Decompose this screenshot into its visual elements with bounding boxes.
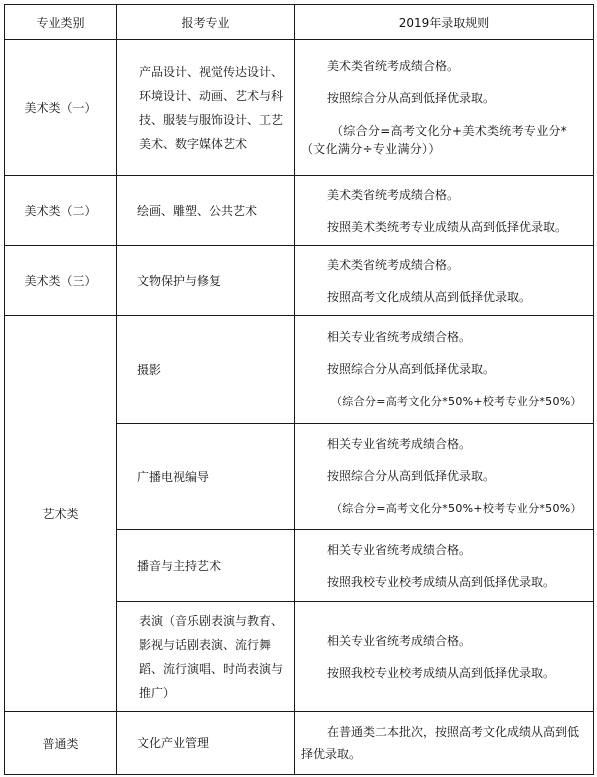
- rule-cell: [295, 316, 594, 424]
- table-row: [5, 40, 594, 176]
- major-cell: 摄影: [117, 316, 295, 424]
- category-cell: 艺术类: [5, 316, 117, 712]
- rule-line: 相关专业省统考成绩合格。: [327, 329, 472, 344]
- rule-cell: [295, 40, 594, 176]
- rule-line: 相关专业省统考成绩合格。: [327, 633, 472, 648]
- rule-line: 按照高考文化成绩从高到低择优录取。: [327, 289, 532, 304]
- rule-line: 按照综合分从高到低择优录取。: [327, 468, 496, 483]
- major-cell: 文物保护与修复: [117, 246, 295, 316]
- rule-cell: [295, 246, 594, 316]
- rule-formula: （综合分=高考文化分+美术类统考专业分*（文化满分÷专业满分））: [301, 123, 568, 156]
- rule-line: 按照综合分从高到低择优录取。: [327, 90, 496, 105]
- rule-line: 美术类省统考成绩合格。: [327, 187, 460, 202]
- major-cell: 文化产业管理: [117, 712, 295, 775]
- table-row: [5, 712, 594, 775]
- header-major: 报考专业: [117, 5, 295, 40]
- category-cell: 普通类: [5, 712, 117, 775]
- rule-line: 美术类省统考成绩合格。: [327, 58, 460, 73]
- rule-cell: [295, 712, 594, 775]
- category-cell: 美术类（三）: [5, 246, 117, 316]
- rule-line: 按照我校专业校考成绩从高到低择优录取。: [327, 574, 556, 589]
- rule-cell: [295, 530, 594, 602]
- table-row: [5, 316, 594, 424]
- major-cell: 产品设计、视觉传达设计、环境设计、动画、艺术与科技、服装与服饰设计、工艺美术、数字媒体艺术: [117, 40, 295, 176]
- major-cell: 广播电视编导: [117, 424, 295, 530]
- rule-line: 美术类省统考成绩合格。: [327, 257, 460, 272]
- rule-cell: [295, 176, 594, 246]
- rule-line: 相关专业省统考成绩合格。: [327, 542, 472, 557]
- rule-line: 按照我校专业校考成绩从高到低择优录取。: [327, 665, 556, 680]
- table-row: [5, 176, 594, 246]
- header-row: [5, 5, 594, 40]
- header-category: 专业类别: [5, 5, 117, 40]
- major-cell: 绘画、雕塑、公共艺术: [117, 176, 295, 246]
- rule-line: 按照综合分从高到低择优录取。: [327, 361, 496, 376]
- table-row: [5, 246, 594, 316]
- rule-formula: （综合分=高考文化分*50%+校考专业分*50%）: [331, 501, 582, 515]
- rule-formula: （综合分=高考文化分*50%+校考专业分*50%）: [331, 394, 582, 408]
- rule-cell: [295, 424, 594, 530]
- category-cell: 美术类（二）: [5, 176, 117, 246]
- major-cell: 播音与主持艺术: [117, 530, 295, 602]
- rule-line: 相关专业省统考成绩合格。: [327, 436, 472, 451]
- major-cell: 表演（音乐剧表演与教育、影视与话剧表演、流行舞蹈、流行演唱、时尚表演与推广）: [117, 602, 295, 712]
- category-cell: 美术类（一）: [5, 40, 117, 176]
- header-rules: 2019年录取规则: [295, 5, 594, 40]
- admission-rules-table: [4, 4, 594, 775]
- rule-line: 在普通类二本批次，按照高考文化成绩从高到低择优录取。: [301, 725, 580, 761]
- rule-cell: [295, 602, 594, 712]
- rule-line: 按照美术类统考专业成绩从高到低择优录取。: [327, 219, 568, 234]
